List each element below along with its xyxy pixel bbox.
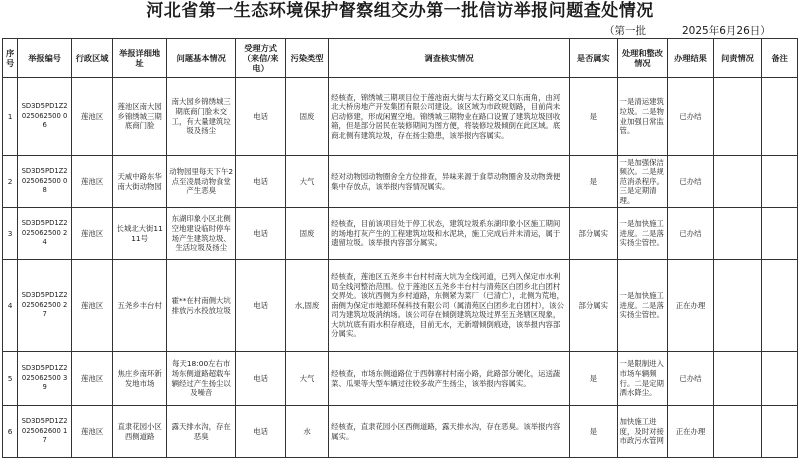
cell-handling: 一是加快施工进度。二是落实扬尘管控。	[617, 208, 668, 260]
cell-handling: 一是加强保洁频次。二是规范消杀程序。三是定期清理。	[617, 156, 668, 208]
cell-investigation: 经对动物园动物圈舍全方位排查，异味来源于食草动物圈舍及动物粪便集中存放点，该举报内容情况属实。	[329, 156, 570, 208]
cell-investigation: 经核查，锦绣城三期项目位于莲池南大街与太行路交叉口东南角，由河北大桥房地产开发集团有限公司建设。该区域为市政规划路，目前尚未启动修建，形成闲置空地。锦绣城三期物业在路口设置了建筑垃圾回收箱，但是部分居民在装修期间为图方便，将装修垃圾倾倒在此区域。底商北侧有建筑垃圾，存在扬尘隐患，该举报内容属实。	[329, 78, 570, 156]
cell-investigation: 经核查，市场东侧道路位于西韩寨村村南小路，此路部分硬化，运送蔬菜、瓜果等大型车辆过往较多故产生扬尘，该举报内容属实。	[329, 352, 570, 406]
cell-verified: 是	[570, 156, 618, 208]
table-row	[3, 352, 798, 406]
header-district: 行政区域	[72, 39, 113, 78]
cell-pollution: 固废	[285, 78, 328, 156]
cell-code: SD3D5PD1Z2025062500 06	[18, 78, 72, 156]
cell-problem: 动物园里每天下午2点至凌晨动物食堂产生恶臭	[167, 156, 236, 208]
cell-no: 6	[3, 406, 18, 458]
header-remark: 备注	[762, 39, 798, 78]
cell-result: 已办结	[668, 352, 713, 406]
cell-remark	[762, 406, 798, 458]
cell-handling: 一是加快施工进度。二是落实扬尘管控。	[617, 260, 668, 352]
cell-district: 莲池区	[72, 156, 113, 208]
complaints-table	[2, 38, 798, 458]
cell-method: 电话	[236, 156, 286, 208]
table-row	[3, 406, 798, 458]
header-accountability: 问责情况	[713, 39, 762, 78]
header-no: 序号	[3, 39, 18, 78]
cell-no: 5	[3, 352, 18, 406]
cell-result: 正在办理	[668, 406, 713, 458]
cell-pollution: 大气	[285, 352, 328, 406]
cell-no: 2	[3, 156, 18, 208]
cell-address: 长城北大街1111号	[113, 208, 167, 260]
cell-handling: 一是清运建筑垃圾。二是物业加强日常监管。	[617, 78, 668, 156]
cell-verified: 是	[570, 406, 618, 458]
report-subtitle	[0, 22, 800, 38]
cell-no: 1	[3, 78, 18, 156]
header-investigation: 调查核实情况	[329, 39, 570, 78]
cell-method: 电话	[236, 78, 286, 156]
report-date: 2025年6月26日）	[682, 25, 771, 37]
cell-accountability	[713, 208, 762, 260]
cell-address: 焦庄乡南环新发地市场	[113, 352, 167, 406]
cell-verified: 部分属实	[570, 208, 618, 260]
cell-district: 莲池区	[72, 208, 113, 260]
cell-method: 电话	[236, 352, 286, 406]
cell-no: 4	[3, 260, 18, 352]
cell-address: 天威中路东华南大街动物园	[113, 156, 167, 208]
cell-pollution: 水,固废	[285, 260, 328, 352]
cell-method: 电话	[236, 260, 286, 352]
cell-code: SD3D5PD1Z2025062500 39	[18, 352, 72, 406]
header-method: 受理方式（来信/来电）	[236, 39, 286, 78]
cell-district: 莲池区	[72, 352, 113, 406]
cell-accountability	[713, 406, 762, 458]
cell-problem: 露天排水沟，存在恶臭	[167, 406, 236, 458]
cell-method: 电话	[236, 208, 286, 260]
header-problem: 问题基本情况	[167, 39, 236, 78]
cell-result: 正在办理	[668, 260, 713, 352]
batch-label: （第一批	[604, 25, 646, 37]
cell-verified: 是	[570, 352, 618, 406]
cell-remark	[762, 260, 798, 352]
cell-district: 莲池区	[72, 406, 113, 458]
cell-code: SD3D5PD1Z2025062600 17	[18, 406, 72, 458]
cell-investigation: 经核查，直隶花园小区西侧道路，露天排水沟，存在恶臭。该举报内容属实。	[329, 406, 570, 458]
header-handling: 处理和整改情况	[617, 39, 668, 78]
table-row	[3, 78, 798, 156]
cell-pollution: 固废	[285, 208, 328, 260]
cell-remark	[762, 352, 798, 406]
table-row	[3, 260, 798, 352]
cell-handling: 一是限制进入市场车辆频行。二是定期洒水降尘。	[617, 352, 668, 406]
cell-result: 已办结	[668, 208, 713, 260]
header-result: 办理结果	[668, 39, 713, 78]
cell-address: 直隶花园小区西侧道路	[113, 406, 167, 458]
cell-verified: 部分属实	[570, 260, 618, 352]
header-address: 举报详细地址	[113, 39, 167, 78]
cell-address: 莲池区南大园乡锦绣城三期底商门脸	[113, 78, 167, 156]
cell-accountability	[713, 352, 762, 406]
cell-district: 莲池区	[72, 260, 113, 352]
cell-accountability	[713, 78, 762, 156]
cell-pollution: 大气	[285, 156, 328, 208]
cell-accountability	[713, 156, 762, 208]
header-pollution: 污染类型	[285, 39, 328, 78]
cell-remark	[762, 78, 798, 156]
cell-problem: 每天18:00左右市场东侧道路超载车辆经过产生扬尘以及噪音	[167, 352, 236, 406]
table-row	[3, 208, 798, 260]
cell-verified: 是	[570, 78, 618, 156]
cell-no: 3	[3, 208, 18, 260]
cell-investigation: 经核查，目前该项目处于停工状态，建筑垃圾系东湖印象小区施工期间的场地打灰产生的工程建筑垃圾和水泥块，施工完成后并未清运，属于遗留垃圾。该举报内容部分属实。	[329, 208, 570, 260]
cell-problem: 东湖印象小区北侧空地建设临时停车场产生建筑垃圾、生活垃圾及扬尘	[167, 208, 236, 260]
cell-investigation: 经核查，莲池区五尧乡丰台村村南大坑为全线河道，已列入保定市水利局全线河整治范围。位于莲池区五尧乡丰台村与清苑区白团乡北白团村交界处。该坑西侧为乡村道路，东侧紧为菜厂（已清亡），北侧为荒地，南侧为保定市地源环保科技有限公司（属清苑区白团乡北白团村），该公司为建筑垃圾消纳场。该公司存在倾倒建筑垃圾过界至五尧辖区现象，大坑坑底有雨水积存痕迹，目前无水，无新增倾倒痕迹，该举报内容部分属实。	[329, 260, 570, 352]
report-title: 河北省第一生态环境保护督察组交办第一批信访举报问题查处情况	[146, 1, 654, 21]
cell-result: 已办结	[668, 78, 713, 156]
table-row	[3, 156, 798, 208]
cell-code: SD3D5PD1Z2025062500 24	[18, 208, 72, 260]
cell-problem: 霍**在村南侧大坑排放污水投放垃圾	[167, 260, 236, 352]
cell-handling: 加快施工进度，及时对接市政污水管网	[617, 406, 668, 458]
cell-method: 电话	[236, 406, 286, 458]
cell-remark	[762, 156, 798, 208]
cell-district: 莲池区	[72, 78, 113, 156]
cell-code: SD3D5PD1Z2025062500 27	[18, 260, 72, 352]
cell-problem: 南大园乡锦绣城三期底商门脸未交工，有大量建筑垃圾及扬尘	[167, 78, 236, 156]
cell-accountability	[713, 260, 762, 352]
cell-remark	[762, 208, 798, 260]
cell-address: 五尧乡丰台村	[113, 260, 167, 352]
table-header-row	[3, 39, 798, 78]
cell-pollution: 水	[285, 406, 328, 458]
cell-code: SD3D5PD1Z2025062500 08	[18, 156, 72, 208]
header-code: 举报编号	[18, 39, 72, 78]
cell-result: 已办结	[668, 156, 713, 208]
header-verified: 是否属实	[570, 39, 618, 78]
